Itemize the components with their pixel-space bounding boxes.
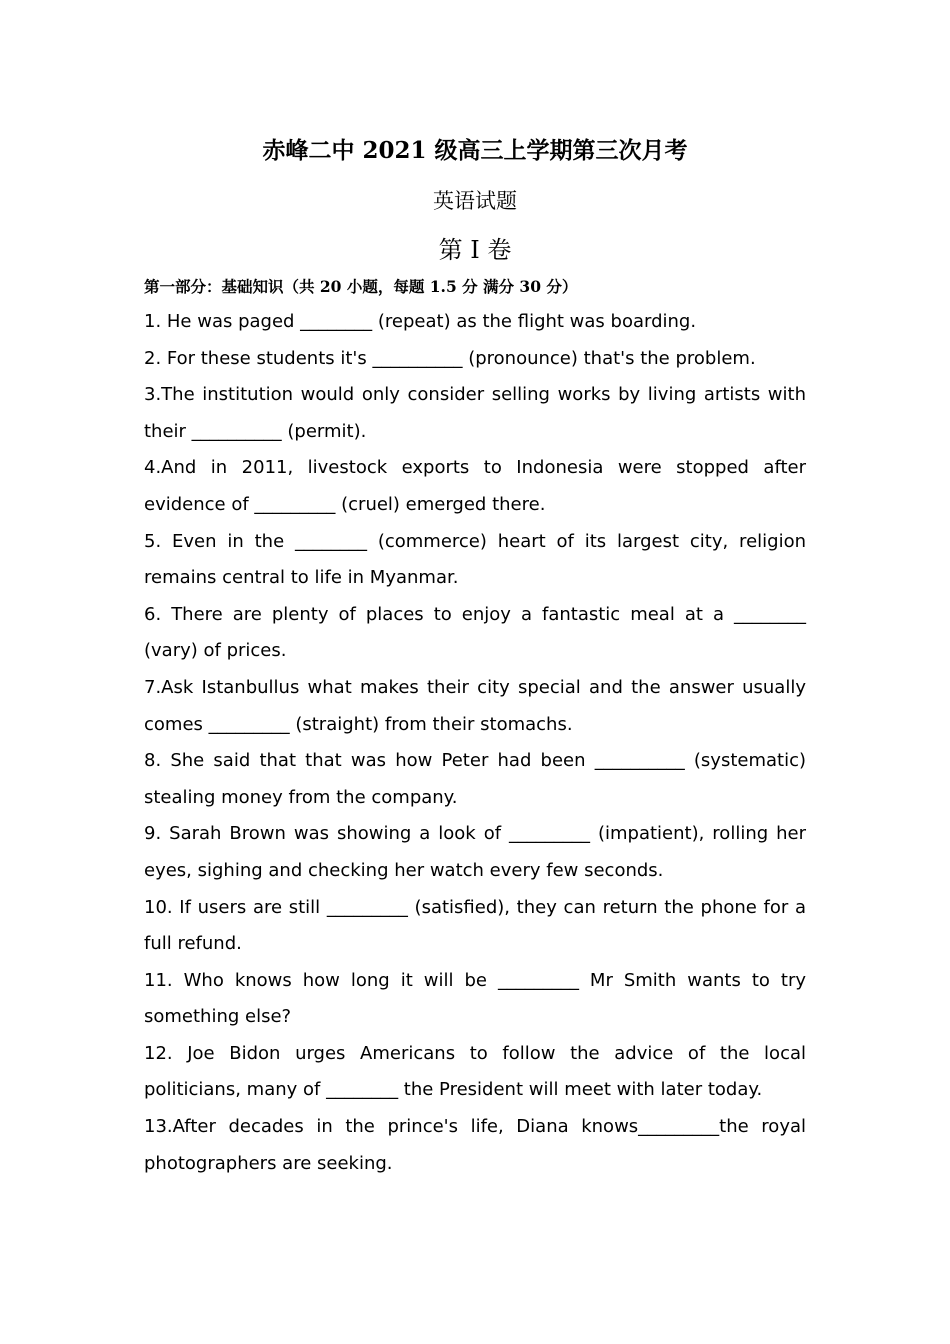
question-13: 13.After decades in the prince's life, Diana knows_________the royal photographers are seeking. bbox=[144, 1116, 806, 1174]
volume-label: 第 I 卷 bbox=[438, 236, 512, 264]
question-8: 8. She said that that was how Peter had been __________ (systematic) stealing money from the company. bbox=[144, 750, 806, 808]
question-3: 3.The institution would only consider selling works by living artists with their __________ (permit). bbox=[144, 384, 806, 442]
question-4: 4.And in 2011, livestock exports to Indonesia were stopped after evidence of _________ (cruel) emerged there. bbox=[144, 457, 806, 515]
question-list bbox=[144, 304, 806, 1182]
question-12: 12. Joe Bidon urges Americans to follow the advice of the local politicians, many of ________ the President will meet with later today. bbox=[144, 1042, 806, 1101]
question-10: 10. If users are still _________ (satisfied), they can return the phone for a full refund. bbox=[144, 896, 806, 955]
question-5: 5. Even in the ________ (commerce) heart of its largest city, religion remains central to life in Myanmar. bbox=[144, 530, 806, 589]
exam-subtitle: 英语试题 bbox=[433, 189, 517, 213]
question-7: 7.Ask Istanbullus what makes their city special and the answer usually comes _________ (straight) from their stomachs. bbox=[144, 676, 806, 735]
exam-title: 赤峰二中 2021 级高三上学期第三次月考 bbox=[262, 137, 688, 164]
question-6: 6. There are plenty of places to enjoy a fantastic meal at a ________ (vary) of prices. bbox=[144, 603, 806, 662]
question-1: 1. He was paged ________ (repeat) as the flight was boarding. bbox=[144, 311, 697, 332]
section-heading: 第一部分：基础知识（共 20 小题，每题 1.5 分 满分 30 分） bbox=[144, 277, 578, 296]
question-11: 11. Who knows how long it will be _________ Mr Smith wants to try something else? bbox=[144, 969, 806, 1028]
question-2: 2. For these students it's __________ (pronounce) that's the problem. bbox=[144, 347, 756, 369]
question-9: 9. Sarah Brown was showing a look of _________ (impatient), rolling her eyes, sighing and checking her watch every few seconds. bbox=[144, 823, 806, 881]
